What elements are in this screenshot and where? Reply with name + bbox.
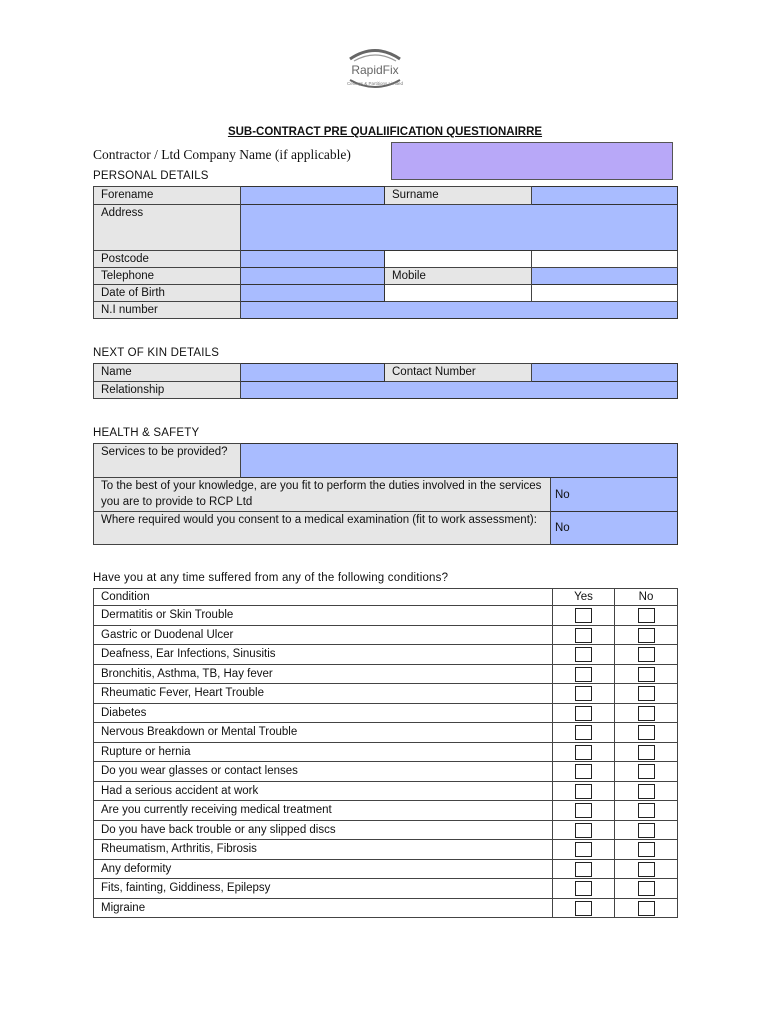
company-logo [330, 44, 420, 92]
postcode-field[interactable] [241, 251, 385, 268]
yes-checkbox[interactable] [575, 725, 592, 740]
yes-cell [553, 664, 615, 684]
surname-label: Surname [385, 187, 532, 205]
yes-checkbox[interactable] [575, 784, 592, 799]
condition-row [94, 703, 678, 723]
no-checkbox[interactable] [638, 667, 655, 682]
yes-checkbox[interactable] [575, 764, 592, 779]
condition-label: Fits, fainting, Giddiness, Epilepsy [94, 879, 553, 899]
condition-label: Had a serious accident at work [94, 781, 553, 801]
condition-label: Rupture or hernia [94, 742, 553, 762]
yes-cell [553, 781, 615, 801]
no-cell [615, 801, 678, 821]
no-cell [615, 625, 678, 645]
yes-column-header: Yes [553, 589, 615, 606]
no-cell [615, 664, 678, 684]
condition-row [94, 820, 678, 840]
no-checkbox[interactable] [638, 803, 655, 818]
condition-row [94, 645, 678, 665]
no-cell [615, 684, 678, 704]
yes-checkbox[interactable] [575, 901, 592, 916]
no-checkbox[interactable] [638, 608, 655, 623]
no-cell [615, 879, 678, 899]
condition-label: Do you wear glasses or contact lenses [94, 762, 553, 782]
yes-cell [553, 625, 615, 645]
dob-empty-cell-2 [532, 285, 678, 302]
address-label: Address [94, 205, 241, 251]
yes-checkbox[interactable] [575, 628, 592, 643]
postcode-label: Postcode [94, 251, 241, 268]
dob-empty-cell [385, 285, 532, 302]
yes-cell [553, 898, 615, 918]
form-title: SUB-CONTRACT PRE QUALIIFICATION QUESTIONAIRRE [227, 126, 543, 138]
no-checkbox[interactable] [638, 628, 655, 643]
condition-label: Rheumatism, Arthritis, Fibrosis [94, 840, 553, 860]
condition-row [94, 684, 678, 704]
postcode-empty-cell-2 [532, 251, 678, 268]
condition-row [94, 781, 678, 801]
personal-details-table [93, 186, 678, 319]
yes-checkbox[interactable] [575, 706, 592, 721]
yes-cell [553, 645, 615, 665]
no-checkbox[interactable] [638, 647, 655, 662]
yes-cell [553, 703, 615, 723]
fit-answer-field[interactable]: No [551, 478, 678, 512]
no-cell [615, 781, 678, 801]
contractor-name-field[interactable] [391, 142, 673, 180]
condition-label: Dermatitis or Skin Trouble [94, 606, 553, 626]
no-cell [615, 762, 678, 782]
no-cell [615, 820, 678, 840]
kin-relationship-label: Relationship [94, 382, 241, 399]
services-field[interactable] [241, 444, 678, 478]
no-checkbox[interactable] [638, 784, 655, 799]
health-heading: HEALTH & SAFETY [93, 427, 200, 439]
yes-cell [553, 801, 615, 821]
address-field[interactable] [241, 205, 678, 251]
contractor-label: Contractor / Ltd Company Name (if applicable) [93, 147, 351, 162]
condition-row [94, 723, 678, 743]
yes-checkbox[interactable] [575, 686, 592, 701]
yes-checkbox[interactable] [575, 881, 592, 896]
condition-row [94, 879, 678, 899]
no-cell [615, 703, 678, 723]
yes-cell [553, 606, 615, 626]
telephone-label: Telephone [94, 268, 241, 285]
surname-field[interactable] [532, 187, 678, 205]
condition-label: Migraine [94, 898, 553, 918]
no-checkbox[interactable] [638, 842, 655, 857]
personal-details-heading: PERSONAL DETAILS [93, 170, 209, 182]
mobile-label: Mobile [385, 268, 532, 285]
kin-heading: NEXT OF KIN DETAILS [93, 347, 220, 359]
dob-field[interactable] [241, 285, 385, 302]
condition-row [94, 625, 678, 645]
yes-checkbox[interactable] [575, 803, 592, 818]
condition-row [94, 801, 678, 821]
condition-row [94, 898, 678, 918]
kin-name-label: Name [94, 364, 241, 382]
condition-row [94, 606, 678, 626]
yes-cell [553, 840, 615, 860]
no-cell [615, 742, 678, 762]
ni-label: N.I number [94, 302, 241, 319]
yes-cell [553, 879, 615, 899]
no-cell [615, 606, 678, 626]
no-cell [615, 859, 678, 879]
health-table [93, 443, 678, 545]
condition-row [94, 840, 678, 860]
consent-question: Where required would you consent to a medical examination (fit to work assessment): [94, 512, 551, 545]
condition-label: Gastric or Duodenal Ulcer [94, 625, 553, 645]
mobile-field[interactable] [532, 268, 678, 285]
no-cell [615, 645, 678, 665]
logo-tagline-text: Ceilings & Partitions Limited [346, 81, 404, 86]
kin-relationship-field[interactable] [241, 382, 678, 399]
conditions-intro: Have you at any time suffered from any of the following conditions? [93, 572, 449, 584]
yes-checkbox[interactable] [575, 667, 592, 682]
postcode-empty-cell [385, 251, 532, 268]
dob-label: Date of Birth [94, 285, 241, 302]
condition-label: Bronchitis, Asthma, TB, Hay fever [94, 664, 553, 684]
no-checkbox[interactable] [638, 862, 655, 877]
condition-row [94, 664, 678, 684]
yes-cell [553, 859, 615, 879]
yes-checkbox[interactable] [575, 862, 592, 877]
consent-answer-field[interactable]: No [551, 512, 678, 545]
forename-label: Forename [94, 187, 241, 205]
condition-column-header: Condition [94, 589, 553, 606]
no-checkbox[interactable] [638, 745, 655, 760]
condition-row [94, 859, 678, 879]
conditions-table [93, 588, 678, 918]
condition-label: Nervous Breakdown or Mental Trouble [94, 723, 553, 743]
condition-row [94, 742, 678, 762]
condition-label: Diabetes [94, 703, 553, 723]
services-label: Services to be provided? [94, 444, 241, 478]
yes-checkbox[interactable] [575, 745, 592, 760]
fit-question: To the best of your knowledge, are you fit to perform the duties involved in the services you are to provide to RCP Ltd [94, 478, 551, 512]
ni-field[interactable] [241, 302, 678, 319]
no-column-header: No [615, 589, 678, 606]
no-cell [615, 840, 678, 860]
kin-table [93, 363, 678, 399]
no-checkbox[interactable] [638, 881, 655, 896]
kin-name-field[interactable] [241, 364, 385, 382]
condition-row [94, 762, 678, 782]
condition-label: Are you currently receiving medical treatment [94, 801, 553, 821]
yes-cell [553, 820, 615, 840]
forename-field[interactable] [241, 187, 385, 205]
yes-cell [553, 723, 615, 743]
no-cell [615, 898, 678, 918]
no-checkbox[interactable] [638, 706, 655, 721]
yes-checkbox[interactable] [575, 647, 592, 662]
yes-checkbox[interactable] [575, 608, 592, 623]
condition-label: Deafness, Ear Infections, Sinusitis [94, 645, 553, 665]
telephone-field[interactable] [241, 268, 385, 285]
kin-contact-field[interactable] [532, 364, 678, 382]
yes-cell [553, 742, 615, 762]
no-cell [615, 723, 678, 743]
no-checkbox[interactable] [638, 764, 655, 779]
yes-checkbox[interactable] [575, 823, 592, 838]
no-checkbox[interactable] [638, 823, 655, 838]
condition-label: Rheumatic Fever, Heart Trouble [94, 684, 553, 704]
no-checkbox[interactable] [638, 686, 655, 701]
yes-cell [553, 684, 615, 704]
no-checkbox[interactable] [638, 901, 655, 916]
logo-brand-text: RapidFix [351, 63, 399, 77]
yes-checkbox[interactable] [575, 842, 592, 857]
yes-cell [553, 762, 615, 782]
kin-contact-label: Contact Number [385, 364, 532, 382]
condition-label: Any deformity [94, 859, 553, 879]
condition-label: Do you have back trouble or any slipped discs [94, 820, 553, 840]
no-checkbox[interactable] [638, 725, 655, 740]
